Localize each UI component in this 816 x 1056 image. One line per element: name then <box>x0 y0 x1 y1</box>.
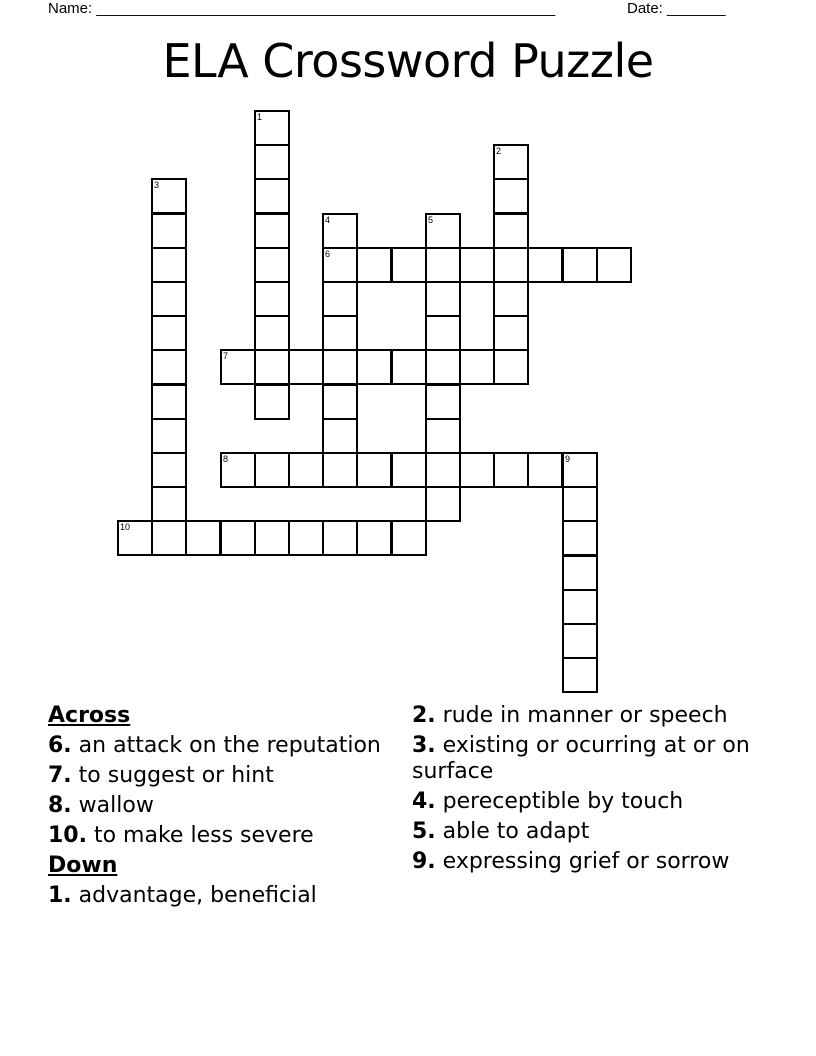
name-field[interactable]: Name: _______________________________________________________ <box>48 0 556 17</box>
crossword-cell[interactable] <box>562 452 598 488</box>
crossword-cell[interactable] <box>493 178 529 214</box>
crossword-cell[interactable] <box>562 623 598 659</box>
cell-number: 10 <box>120 522 131 532</box>
down-heading: Down <box>48 853 118 878</box>
crossword-cell[interactable] <box>356 349 392 385</box>
cell-number: 9 <box>565 454 571 464</box>
crossword-cell[interactable] <box>288 452 324 488</box>
clue-text: pereceptible by touch <box>435 789 684 814</box>
crossword-cell[interactable] <box>493 213 529 249</box>
crossword-cell[interactable] <box>151 384 187 420</box>
crossword-cell[interactable] <box>254 281 290 317</box>
crossword-cell[interactable] <box>220 349 256 385</box>
crossword-cell[interactable] <box>425 247 461 283</box>
crossword-cell[interactable] <box>356 247 392 283</box>
clue-text: to suggest or hint <box>71 763 274 788</box>
crossword-cell[interactable] <box>527 452 563 488</box>
clue-text: wallow <box>71 793 154 818</box>
crossword-cell[interactable] <box>322 213 358 249</box>
crossword-cell[interactable] <box>151 178 187 214</box>
crossword-cell[interactable] <box>459 247 495 283</box>
clue-number: 3. <box>412 733 436 758</box>
crossword-cell[interactable] <box>425 418 461 454</box>
clues-column-right <box>412 703 752 879</box>
crossword-cell[interactable] <box>493 281 529 317</box>
crossword-cell[interactable] <box>562 520 598 556</box>
clue-down-3 <box>412 733 752 785</box>
crossword-cell[interactable] <box>425 315 461 351</box>
clue-number: 4. <box>412 789 436 814</box>
page-title: ELA Crossword Puzzle <box>162 34 654 88</box>
crossword-cell[interactable] <box>356 520 392 556</box>
clue-number: 5. <box>412 819 436 844</box>
crossword-cell[interactable] <box>425 281 461 317</box>
crossword-cell[interactable] <box>493 144 529 180</box>
clue-text: able to adapt <box>435 819 590 844</box>
crossword-cell[interactable] <box>425 384 461 420</box>
crossword-cell[interactable] <box>220 452 256 488</box>
crossword-cell[interactable] <box>254 110 290 146</box>
crossword-cell[interactable] <box>151 486 187 522</box>
crossword-cell[interactable] <box>562 555 598 591</box>
cell-number: 1 <box>257 112 263 122</box>
clue-text: rude in manner or speech <box>435 703 728 728</box>
clue-number: 7. <box>48 763 72 788</box>
crossword-cell[interactable] <box>322 520 358 556</box>
crossword-cell[interactable] <box>254 384 290 420</box>
crossword-cell[interactable] <box>220 520 256 556</box>
crossword-cell[interactable] <box>596 247 632 283</box>
crossword-cell[interactable] <box>425 486 461 522</box>
crossword-cell[interactable] <box>151 418 187 454</box>
cell-number: 4 <box>325 215 331 225</box>
crossword-cell[interactable] <box>391 520 427 556</box>
crossword-cell[interactable] <box>151 281 187 317</box>
crossword-cell[interactable] <box>425 349 461 385</box>
crossword-cell[interactable] <box>527 247 563 283</box>
crossword-cell[interactable] <box>254 144 290 180</box>
date-field[interactable]: Date: _______ <box>627 0 726 17</box>
crossword-cell[interactable] <box>151 520 187 556</box>
crossword-cell[interactable] <box>562 247 598 283</box>
across-heading: Across <box>48 703 131 728</box>
crossword-cell[interactable] <box>391 349 427 385</box>
crossword-cell[interactable] <box>322 418 358 454</box>
crossword-cell[interactable] <box>288 349 324 385</box>
clue-down-1 <box>48 883 388 909</box>
crossword-cell[interactable] <box>493 349 529 385</box>
clue-across-7 <box>48 763 388 789</box>
crossword-cell[interactable] <box>288 520 324 556</box>
crossword-cell[interactable] <box>562 589 598 625</box>
crossword-cell[interactable] <box>254 349 290 385</box>
crossword-cell[interactable] <box>151 349 187 385</box>
clue-text: existing or ocurring at or on surface <box>412 733 750 784</box>
crossword-cell[interactable] <box>425 213 461 249</box>
crossword-cell[interactable] <box>459 349 495 385</box>
crossword-cell[interactable] <box>322 384 358 420</box>
clue-number: 8. <box>48 793 72 818</box>
cell-number: 3 <box>154 180 160 190</box>
crossword-cell[interactable] <box>391 452 427 488</box>
crossword-cell[interactable] <box>493 247 529 283</box>
crossword-cell[interactable] <box>391 247 427 283</box>
clue-text: an attack on the reputation <box>71 733 381 758</box>
clue-across-8 <box>48 793 388 819</box>
clue-number: 10. <box>48 823 87 848</box>
cell-number: 6 <box>325 249 331 259</box>
cell-number: 8 <box>223 454 229 464</box>
crossword-cell[interactable] <box>322 452 358 488</box>
crossword-cell[interactable] <box>254 520 290 556</box>
crossword-cell[interactable] <box>151 452 187 488</box>
crossword-cell[interactable] <box>322 247 358 283</box>
clue-across-10 <box>48 823 388 849</box>
crossword-cell[interactable] <box>254 315 290 351</box>
clue-text: advantage, beneficial <box>71 883 317 908</box>
crossword-cell[interactable] <box>185 520 221 556</box>
clue-across-6 <box>48 733 388 759</box>
crossword-cell[interactable] <box>322 315 358 351</box>
crossword-cell[interactable] <box>151 315 187 351</box>
crossword-cell[interactable] <box>254 452 290 488</box>
crossword-cell[interactable] <box>322 349 358 385</box>
clue-number: 2. <box>412 703 436 728</box>
clue-text: to make less severe <box>86 823 314 848</box>
crossword-cell[interactable] <box>493 452 529 488</box>
clue-down-4 <box>412 789 752 815</box>
crossword-cell[interactable] <box>117 520 153 556</box>
cell-number: 7 <box>223 351 229 361</box>
cell-number: 2 <box>496 146 502 156</box>
crossword-cell[interactable] <box>322 281 358 317</box>
clue-number: 6. <box>48 733 72 758</box>
crossword-cell[interactable] <box>459 452 495 488</box>
clue-text: expressing grief or sorrow <box>435 849 730 874</box>
crossword-cell[interactable] <box>254 178 290 214</box>
cell-number: 5 <box>428 215 434 225</box>
clue-down-5 <box>412 819 752 845</box>
crossword-cell[interactable] <box>254 247 290 283</box>
clues-column-left <box>48 703 388 913</box>
crossword-cell[interactable] <box>151 213 187 249</box>
clue-number: 9. <box>412 849 436 874</box>
crossword-cell[interactable] <box>562 486 598 522</box>
crossword-cell[interactable] <box>151 247 187 283</box>
crossword-cell[interactable] <box>562 657 598 693</box>
crossword-cell[interactable] <box>356 452 392 488</box>
crossword-cell[interactable] <box>425 452 461 488</box>
clue-down-9 <box>412 849 752 875</box>
clue-number: 1. <box>48 883 72 908</box>
crossword-cell[interactable] <box>493 315 529 351</box>
clue-down-2 <box>412 703 752 729</box>
crossword-cell[interactable] <box>254 213 290 249</box>
